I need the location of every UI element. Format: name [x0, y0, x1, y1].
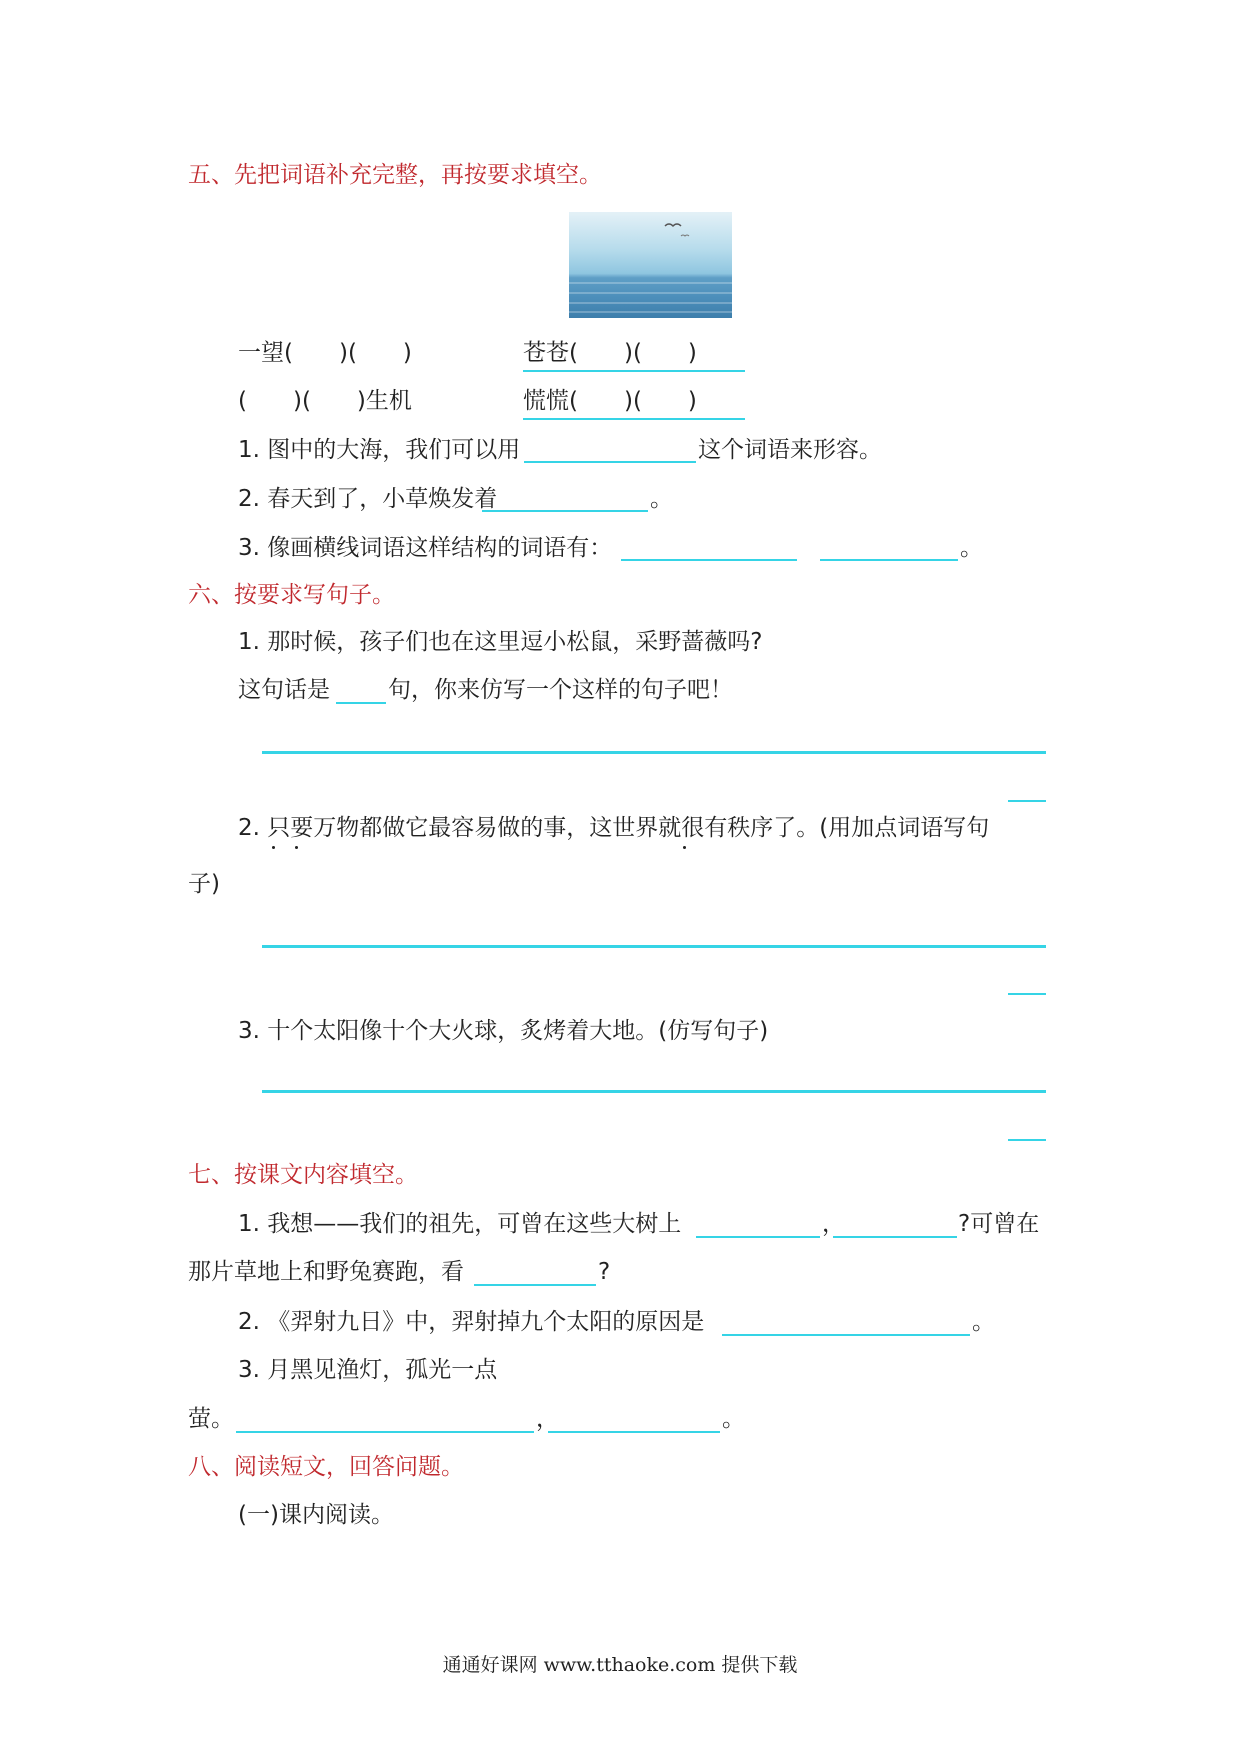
- s6-q3-answer-line[interactable]: [262, 1090, 1046, 1093]
- s5-q3-blank-2[interactable]: [820, 559, 958, 561]
- s5-q1-blank[interactable]: [524, 461, 696, 463]
- s6-q2-answer-line-end[interactable]: [1008, 993, 1046, 995]
- s5-q1-tail: 这个词语来形容。: [698, 437, 882, 463]
- s7-q2-text: 2. 《羿射九日》中，羿射掉九个太阳的原因是: [238, 1309, 705, 1335]
- footer-source: 通通好课网 www.tthaoke.com 提供下载: [442, 1654, 798, 1676]
- s7-q1-blank-3[interactable]: [474, 1284, 596, 1286]
- s7-q2-tail: 。: [972, 1309, 995, 1335]
- word-fill-row2-left: ( )( )生机: [238, 388, 412, 414]
- s7-q1-text-line2: 那片草地上和野兔赛跑，看: [188, 1259, 464, 1285]
- s6-q2-text-line2: 子): [188, 871, 220, 897]
- emphasis-dot: [683, 846, 686, 849]
- emphasis-dot: [295, 846, 298, 849]
- s6-q3-text: 3. 十个太阳像十个大火球，炙烤着大地。(仿写句子): [238, 1018, 769, 1044]
- s6-q2-text-line1: 2. 只要万物都做它最容易做的事，这世界就很有秩序了。(用加点词语写句: [238, 815, 990, 841]
- word-fill-row1-right: 苍苍( )( ): [523, 338, 745, 372]
- s5-q2-text: 2. 春天到了，小草焕发着: [238, 486, 498, 512]
- section7-heading: 七、按课文内容填空。: [188, 1162, 418, 1188]
- s5-q1-text: 1. 图中的大海，我们可以用: [238, 437, 521, 463]
- section8-heading: 八、阅读短文，回答问题。: [188, 1454, 464, 1480]
- word-fill-row1-left: 一望( )( ): [238, 340, 412, 366]
- s6-q3-answer-line-end[interactable]: [1008, 1139, 1046, 1141]
- word-fill-row2-right: 慌慌( )( ): [523, 386, 745, 420]
- s7-q1-text: 1. 我想——我们的祖先，可曾在这些大树上: [238, 1211, 682, 1237]
- emphasis-dot: [272, 846, 275, 849]
- s7-q3-text-line2: 萤。: [188, 1406, 234, 1432]
- s6-q2-answer-line[interactable]: [262, 945, 1046, 948]
- s7-q2-blank[interactable]: [722, 1334, 970, 1336]
- s5-q2-tail: 。: [650, 486, 673, 512]
- s5-q3-blank-1[interactable]: [621, 559, 797, 561]
- s7-q1-tail: ?可曾在: [958, 1211, 1040, 1237]
- s6-q1-answer-line-end[interactable]: [1008, 800, 1046, 802]
- s7-q3-blank-2[interactable]: [548, 1431, 720, 1433]
- s7-q3-tail: 。: [722, 1406, 745, 1432]
- section6-heading: 六、按要求写句子。: [188, 582, 395, 608]
- s7-q1-blank-1[interactable]: [696, 1236, 820, 1238]
- s6-q1-text: 1. 那时候，孩子们也在这里逗小松鼠，采野蔷薇吗?: [238, 629, 763, 655]
- s5-q2-blank[interactable]: [482, 510, 648, 512]
- s5-q3-tail: 。: [960, 535, 983, 561]
- s7-q3-text-line1: 3. 月黑见渔灯，孤光一点: [238, 1357, 498, 1383]
- s7-q1-blank-2[interactable]: [833, 1236, 957, 1238]
- sea-image: [569, 212, 732, 318]
- s7-q3-blank-1[interactable]: [236, 1431, 534, 1433]
- s6-q1-prompt-tail: 句，你来仿写一个这样的句子吧！: [388, 677, 733, 703]
- s6-q1-prompt: 这句话是: [238, 677, 330, 703]
- section5-heading: 五、先把词语补充完整，再按要求填空。: [188, 162, 602, 188]
- s8-subheading: (一)课内阅读。: [238, 1502, 394, 1528]
- s5-q3-text: 3. 像画横线词语这样结构的词语有：: [238, 535, 613, 561]
- s7-q3-comma: ，: [536, 1406, 559, 1432]
- seagull-icon: [569, 212, 732, 318]
- s7-q1-line2-tail: ?: [598, 1259, 611, 1285]
- s6-q1-answer-line[interactable]: [262, 751, 1046, 754]
- s6-q1-sentence-type-blank[interactable]: [336, 702, 386, 704]
- s7-q1-comma: ，: [822, 1211, 845, 1237]
